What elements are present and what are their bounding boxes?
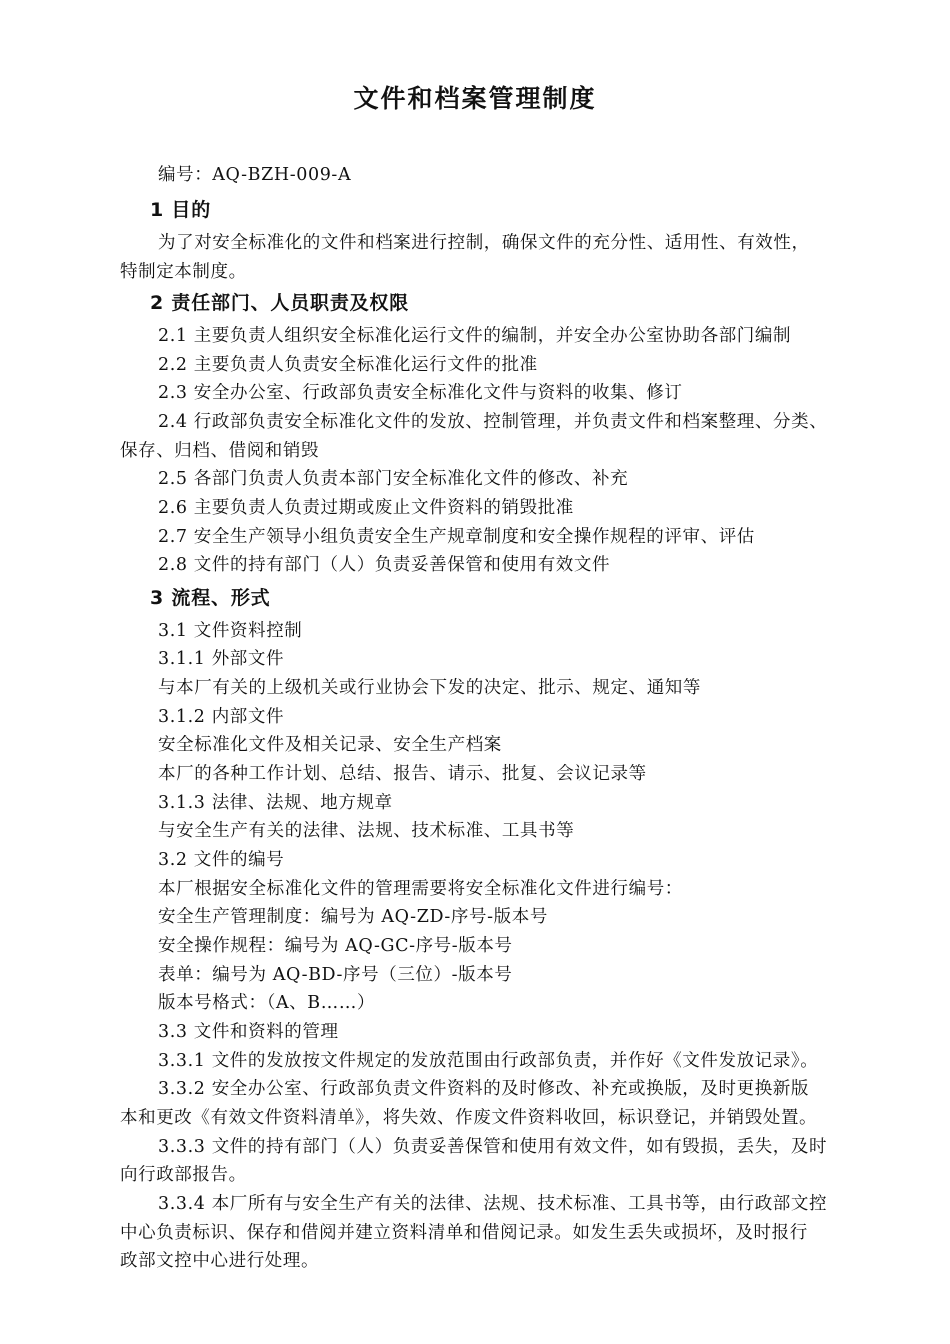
section-2-item-4-line-1: 2.4 行政部负责安全标准化文件的发放、控制管理，并负责文件和档案整理、分类、 <box>158 412 828 432</box>
section-3-2-rule-c: 表单：编号为 AQ-BD-序号（三位）-版本号 <box>158 965 513 985</box>
section-3-1-1-text: 与本厂有关的上级机关或行业协会下发的决定、批示、规定、通知等 <box>158 678 701 698</box>
section-2-item-8: 2.8 文件的持有部门（人）负责妥善保管和使用有效文件 <box>158 555 611 575</box>
section-3-2-text: 本厂根据安全标准化文件的管理需要将安全标准化文件进行编号： <box>158 879 683 899</box>
section-3-1-3-heading: 3.1.3 法律、法规、地方规章 <box>158 793 393 813</box>
section-1-paragraph-line-2: 特制定本制度。 <box>120 262 247 282</box>
section-3-heading: 3 流程、形式 <box>150 587 271 609</box>
section-3-3-4-line-2: 中心负责标识、保存和借阅并建立资料清单和借阅记录。如发生丢失或损坏，及时报行 <box>120 1223 808 1243</box>
section-2-heading: 2 责任部门、人员职责及权限 <box>150 292 410 314</box>
section-2-item-2: 2.2 主要负责人负责安全标准化运行文件的批准 <box>158 355 538 375</box>
section-3-3-heading: 3.3 文件和资料的管理 <box>158 1022 339 1042</box>
section-2-item-6: 2.6 主要负责人负责过期或废止文件资料的销毁批准 <box>158 498 574 518</box>
section-3-3-3-line-2: 向行政部报告。 <box>120 1165 247 1185</box>
section-2-item-1: 2.1 主要负责人组织安全标准化运行文件的编制，并安全办公室协助各部门编制 <box>158 326 792 346</box>
section-3-3-2-line-1: 3.3.2 安全办公室、行政部负责文件资料的及时修改、补充或换版，及时更换新版 <box>158 1079 809 1099</box>
section-3-3-3-line-1: 3.3.3 文件的持有部门（人）负责妥善保管和使用有效文件，如有毁损，丢失，及时 <box>158 1137 828 1157</box>
section-3-1-2-text-2: 本厂的各种工作计划、总结、报告、请示、批复、会议记录等 <box>158 764 647 784</box>
section-3-1-2-heading: 3.1.2 内部文件 <box>158 707 285 727</box>
document-title: 文件和档案管理制度 <box>353 84 597 113</box>
section-3-2-rule-d: 版本号格式：（A、B……） <box>158 993 376 1013</box>
section-1-paragraph-line-1: 为了对安全标准化的文件和档案进行控制，确保文件的充分性、适用性、有效性， <box>158 233 810 253</box>
section-2-item-4-line-2: 保存、归档、借阅和销毁 <box>120 441 320 461</box>
section-3-2-rule-b: 安全操作规程：编号为 AQ-GC-序号-版本号 <box>158 936 513 956</box>
section-3-1-1-heading: 3.1.1 外部文件 <box>158 649 285 669</box>
section-2-item-3: 2.3 安全办公室、行政部负责安全标准化文件与资料的收集、修订 <box>158 383 683 403</box>
section-3-3-2-line-2: 本和更改《有效文件资料清单》，将失效、作废文件资料收回，标识登记，并销毁处置。 <box>120 1108 818 1128</box>
section-3-2-heading: 3.2 文件的编号 <box>158 850 285 870</box>
section-3-1-2-text-1: 安全标准化文件及相关记录、安全生产档案 <box>158 735 502 755</box>
section-3-3-4-line-1: 3.3.4 本厂所有与安全生产有关的法律、法规、技术标准、工具书等，由行政部文控 <box>158 1194 828 1214</box>
section-3-3-1: 3.3.1 文件的发放按文件规定的发放范围由行政部负责，并作好《文件发放记录》。 <box>158 1051 819 1071</box>
section-3-1-3-text: 与安全生产有关的法律、法规、技术标准、工具书等 <box>158 821 575 841</box>
section-1-heading: 1 目的 <box>150 199 212 221</box>
section-2-item-7: 2.7 安全生产领导小组负责安全生产规章制度和安全操作规程的评审、评估 <box>158 527 755 547</box>
document-number: 编号：AQ-BZH-009-A <box>158 165 352 185</box>
section-3-1-heading: 3.1 文件资料控制 <box>158 621 303 641</box>
section-2-item-5: 2.5 各部门负责人负责本部门安全标准化文件的修改、补充 <box>158 469 629 489</box>
section-3-3-4-line-3: 政部文控中心进行处理。 <box>120 1251 320 1271</box>
section-3-2-rule-a: 安全生产管理制度：编号为 AQ-ZD-序号-版本号 <box>158 907 548 927</box>
